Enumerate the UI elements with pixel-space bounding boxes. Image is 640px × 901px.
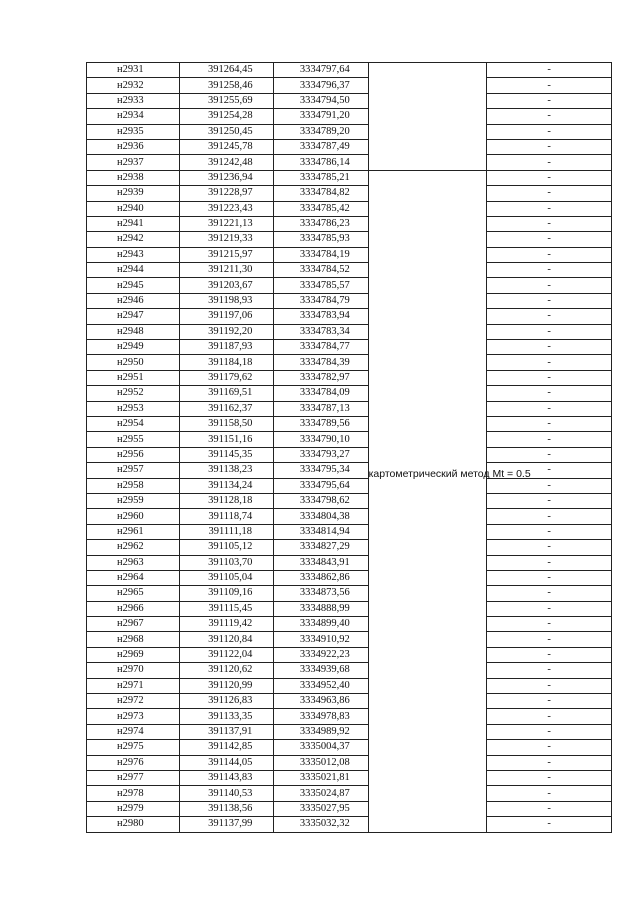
x-coordinate-cell: 391140,53 [179, 786, 274, 801]
accuracy-cell: - [487, 586, 612, 601]
y-coordinate-cell: 3334786,14 [274, 155, 369, 170]
point-name-cell: н2972 [87, 694, 180, 709]
y-coordinate-cell: 3334784,09 [274, 386, 369, 401]
x-coordinate-cell: 391134,24 [179, 478, 274, 493]
y-coordinate-cell: 3334798,62 [274, 493, 369, 508]
table-row [87, 216, 612, 231]
table-row [87, 432, 612, 447]
point-name-cell: н2943 [87, 247, 180, 262]
table-row [87, 724, 612, 739]
table-row [87, 478, 612, 493]
accuracy-cell: - [487, 170, 612, 185]
method-cell-empty [368, 63, 487, 171]
table-row [87, 124, 612, 139]
accuracy-cell: - [487, 786, 612, 801]
y-coordinate-cell: 3334888,99 [274, 601, 369, 616]
y-coordinate-cell: 3334794,50 [274, 93, 369, 108]
x-coordinate-cell: 391105,04 [179, 570, 274, 585]
table-row [87, 370, 612, 385]
table-row [87, 493, 612, 508]
accuracy-cell: - [487, 601, 612, 616]
point-name-cell: н2980 [87, 817, 180, 832]
table-row [87, 540, 612, 555]
y-coordinate-cell: 3334789,20 [274, 124, 369, 139]
y-coordinate-cell: 3335004,37 [274, 740, 369, 755]
table-row [87, 139, 612, 154]
x-coordinate-cell: 391120,84 [179, 632, 274, 647]
table-row [87, 663, 612, 678]
x-coordinate-cell: 391245,78 [179, 139, 274, 154]
accuracy-cell: - [487, 263, 612, 278]
point-name-cell: н2945 [87, 278, 180, 293]
table-row [87, 801, 612, 816]
accuracy-cell: - [487, 124, 612, 139]
y-coordinate-cell: 3334789,56 [274, 416, 369, 431]
y-coordinate-cell: 3334862,86 [274, 570, 369, 585]
point-name-cell: н2963 [87, 555, 180, 570]
point-name-cell: н2938 [87, 170, 180, 185]
table-row [87, 647, 612, 662]
point-name-cell: н2935 [87, 124, 180, 139]
table-row [87, 309, 612, 324]
y-coordinate-cell: 3334785,93 [274, 232, 369, 247]
x-coordinate-cell: 391197,06 [179, 309, 274, 324]
accuracy-cell: - [487, 386, 612, 401]
x-coordinate-cell: 391103,70 [179, 555, 274, 570]
accuracy-cell: - [487, 801, 612, 816]
y-coordinate-cell: 3334784,39 [274, 355, 369, 370]
table-row [87, 355, 612, 370]
point-name-cell: н2961 [87, 524, 180, 539]
x-coordinate-cell: 391138,56 [179, 801, 274, 816]
point-name-cell: н2931 [87, 63, 180, 78]
y-coordinate-cell: 3334796,37 [274, 78, 369, 93]
point-name-cell: н2975 [87, 740, 180, 755]
y-coordinate-cell: 3334783,94 [274, 309, 369, 324]
accuracy-cell: - [487, 570, 612, 585]
accuracy-cell: - [487, 524, 612, 539]
y-coordinate-cell: 3334952,40 [274, 678, 369, 693]
table-row [87, 709, 612, 724]
accuracy-cell: - [487, 93, 612, 108]
x-coordinate-cell: 391109,16 [179, 586, 274, 601]
x-coordinate-cell: 391145,35 [179, 447, 274, 462]
x-coordinate-cell: 391133,35 [179, 709, 274, 724]
table-row [87, 570, 612, 585]
accuracy-cell: - [487, 324, 612, 339]
y-coordinate-cell: 3334939,68 [274, 663, 369, 678]
accuracy-cell: - [487, 447, 612, 462]
point-name-cell: н2976 [87, 755, 180, 770]
accuracy-cell: - [487, 232, 612, 247]
coordinates-table-body [87, 63, 612, 833]
table-row [87, 694, 612, 709]
point-name-cell: н2933 [87, 93, 180, 108]
x-coordinate-cell: 391105,12 [179, 540, 274, 555]
table-row [87, 63, 612, 78]
y-coordinate-cell: 3335024,87 [274, 786, 369, 801]
accuracy-cell: - [487, 370, 612, 385]
x-coordinate-cell: 391192,20 [179, 324, 274, 339]
x-coordinate-cell: 391211,30 [179, 263, 274, 278]
point-name-cell: н2974 [87, 724, 180, 739]
y-coordinate-cell: 3334989,92 [274, 724, 369, 739]
table-row [87, 817, 612, 832]
x-coordinate-cell: 391236,94 [179, 170, 274, 185]
y-coordinate-cell: 3334899,40 [274, 617, 369, 632]
accuracy-cell: - [487, 216, 612, 231]
accuracy-cell: - [487, 401, 612, 416]
point-name-cell: н2951 [87, 370, 180, 385]
x-coordinate-cell: 391143,83 [179, 770, 274, 785]
accuracy-cell: - [487, 694, 612, 709]
x-coordinate-cell: 391179,62 [179, 370, 274, 385]
table-row [87, 617, 612, 632]
point-name-cell: н2950 [87, 355, 180, 370]
point-name-cell: н2941 [87, 216, 180, 231]
point-name-cell: н2970 [87, 663, 180, 678]
x-coordinate-cell: 391142,85 [179, 740, 274, 755]
accuracy-cell: - [487, 186, 612, 201]
point-name-cell: н2977 [87, 770, 180, 785]
x-coordinate-cell: 391169,51 [179, 386, 274, 401]
accuracy-cell: - [487, 293, 612, 308]
method-note-cell [368, 170, 531, 832]
table-row [87, 401, 612, 416]
accuracy-cell: - [487, 247, 612, 262]
accuracy-cell: - [487, 740, 612, 755]
x-coordinate-cell: 391221,13 [179, 216, 274, 231]
accuracy-cell: - [487, 355, 612, 370]
x-coordinate-cell: 391228,97 [179, 186, 274, 201]
point-name-cell: н2973 [87, 709, 180, 724]
point-name-cell: н2936 [87, 139, 180, 154]
y-coordinate-cell: 3334785,57 [274, 278, 369, 293]
point-name-cell: н2955 [87, 432, 180, 447]
table-row [87, 278, 612, 293]
table-row [87, 170, 612, 185]
accuracy-cell: - [487, 463, 612, 478]
point-name-cell: н2965 [87, 586, 180, 601]
y-coordinate-cell: 3334797,64 [274, 63, 369, 78]
y-coordinate-cell: 3334790,10 [274, 432, 369, 447]
point-name-cell: н2966 [87, 601, 180, 616]
table-row [87, 186, 612, 201]
table-row [87, 447, 612, 462]
table-row [87, 555, 612, 570]
accuracy-cell: - [487, 770, 612, 785]
y-coordinate-cell: 3334843,91 [274, 555, 369, 570]
accuracy-cell: - [487, 478, 612, 493]
accuracy-cell: - [487, 755, 612, 770]
y-coordinate-cell: 3334785,42 [274, 201, 369, 216]
x-coordinate-cell: 391255,69 [179, 93, 274, 108]
accuracy-cell: - [487, 709, 612, 724]
point-name-cell: н2971 [87, 678, 180, 693]
y-coordinate-cell: 3334783,34 [274, 324, 369, 339]
x-coordinate-cell: 391203,67 [179, 278, 274, 293]
accuracy-cell: - [487, 416, 612, 431]
y-coordinate-cell: 3335032,32 [274, 817, 369, 832]
x-coordinate-cell: 391120,99 [179, 678, 274, 693]
x-coordinate-cell: 391128,18 [179, 493, 274, 508]
y-coordinate-cell: 3334784,77 [274, 340, 369, 355]
point-name-cell: н2939 [87, 186, 180, 201]
x-coordinate-cell: 391264,45 [179, 63, 274, 78]
accuracy-cell: - [487, 540, 612, 555]
accuracy-cell: - [487, 63, 612, 78]
table-row [87, 93, 612, 108]
x-coordinate-cell: 391120,62 [179, 663, 274, 678]
accuracy-cell: - [487, 78, 612, 93]
accuracy-cell: - [487, 309, 612, 324]
accuracy-cell: - [487, 340, 612, 355]
point-name-cell: н2978 [87, 786, 180, 801]
x-coordinate-cell: 391138,23 [179, 463, 274, 478]
point-name-cell: н2948 [87, 324, 180, 339]
x-coordinate-cell: 391115,45 [179, 601, 274, 616]
y-coordinate-cell: 3334784,82 [274, 186, 369, 201]
x-coordinate-cell: 391187,93 [179, 340, 274, 355]
x-coordinate-cell: 391126,83 [179, 694, 274, 709]
table-row [87, 263, 612, 278]
x-coordinate-cell: 391137,91 [179, 724, 274, 739]
accuracy-cell: - [487, 724, 612, 739]
table-row [87, 524, 612, 539]
point-name-cell: н2956 [87, 447, 180, 462]
y-coordinate-cell: 3334873,56 [274, 586, 369, 601]
point-name-cell: н2960 [87, 509, 180, 524]
x-coordinate-cell: 391219,33 [179, 232, 274, 247]
x-coordinate-cell: 391250,45 [179, 124, 274, 139]
table-row [87, 78, 612, 93]
y-coordinate-cell: 3334978,83 [274, 709, 369, 724]
y-coordinate-cell: 3334963,86 [274, 694, 369, 709]
y-coordinate-cell: 3334814,94 [274, 524, 369, 539]
x-coordinate-cell: 391223,43 [179, 201, 274, 216]
table-row [87, 740, 612, 755]
accuracy-cell: - [487, 678, 612, 693]
point-name-cell: н2964 [87, 570, 180, 585]
x-coordinate-cell: 391122,04 [179, 647, 274, 662]
y-coordinate-cell: 3334804,38 [274, 509, 369, 524]
y-coordinate-cell: 3334784,19 [274, 247, 369, 262]
accuracy-cell: - [487, 109, 612, 124]
table-row [87, 632, 612, 647]
accuracy-cell: - [487, 817, 612, 832]
y-coordinate-cell: 3335021,81 [274, 770, 369, 785]
y-coordinate-cell: 3334793,27 [274, 447, 369, 462]
table-row [87, 109, 612, 124]
table-row [87, 293, 612, 308]
point-name-cell: н2969 [87, 647, 180, 662]
x-coordinate-cell: 391151,16 [179, 432, 274, 447]
y-coordinate-cell: 3334787,49 [274, 139, 369, 154]
accuracy-cell: - [487, 432, 612, 447]
point-name-cell: н2953 [87, 401, 180, 416]
y-coordinate-cell: 3334827,29 [274, 540, 369, 555]
point-name-cell: н2958 [87, 478, 180, 493]
y-coordinate-cell: 3335012,08 [274, 755, 369, 770]
accuracy-cell: - [487, 555, 612, 570]
x-coordinate-cell: 391111,18 [179, 524, 274, 539]
y-coordinate-cell: 3334784,79 [274, 293, 369, 308]
x-coordinate-cell: 391119,42 [179, 617, 274, 632]
point-name-cell: н2959 [87, 493, 180, 508]
x-coordinate-cell: 391198,93 [179, 293, 274, 308]
point-name-cell: н2949 [87, 340, 180, 355]
table-row [87, 601, 612, 616]
x-coordinate-cell: 391118,74 [179, 509, 274, 524]
x-coordinate-cell: 391215,97 [179, 247, 274, 262]
x-coordinate-cell: 391144,05 [179, 755, 274, 770]
table-row [87, 201, 612, 216]
table-row [87, 324, 612, 339]
table-row [87, 463, 612, 478]
y-coordinate-cell: 3334795,34 [274, 463, 369, 478]
accuracy-cell: - [487, 647, 612, 662]
y-coordinate-cell: 3334791,20 [274, 109, 369, 124]
table-row [87, 247, 612, 262]
point-name-cell: н2944 [87, 263, 180, 278]
x-coordinate-cell: 391184,18 [179, 355, 274, 370]
point-name-cell: н2947 [87, 309, 180, 324]
x-coordinate-cell: 391137,99 [179, 817, 274, 832]
y-coordinate-cell: 3334910,92 [274, 632, 369, 647]
x-coordinate-cell: 391254,28 [179, 109, 274, 124]
coordinates-table [86, 62, 612, 833]
y-coordinate-cell: 3334785,21 [274, 170, 369, 185]
table-row [87, 509, 612, 524]
table-row [87, 155, 612, 170]
accuracy-cell: - [487, 139, 612, 154]
x-coordinate-cell: 391242,48 [179, 155, 274, 170]
y-coordinate-cell: 3334786,23 [274, 216, 369, 231]
accuracy-cell: - [487, 663, 612, 678]
point-name-cell: н2962 [87, 540, 180, 555]
point-name-cell: н2967 [87, 617, 180, 632]
accuracy-cell: - [487, 201, 612, 216]
point-name-cell: н2942 [87, 232, 180, 247]
point-name-cell: н2968 [87, 632, 180, 647]
point-name-cell: н2932 [87, 78, 180, 93]
y-coordinate-cell: 3334922,23 [274, 647, 369, 662]
accuracy-cell: - [487, 278, 612, 293]
accuracy-cell: - [487, 493, 612, 508]
y-coordinate-cell: 3334795,64 [274, 478, 369, 493]
y-coordinate-cell: 3334784,52 [274, 263, 369, 278]
point-name-cell: н2979 [87, 801, 180, 816]
method-note-text: картометрический метод Mt = 0.5 [368, 468, 531, 481]
y-coordinate-cell: 3335027,95 [274, 801, 369, 816]
y-coordinate-cell: 3334787,13 [274, 401, 369, 416]
table-row [87, 786, 612, 801]
table-row [87, 678, 612, 693]
y-coordinate-cell: 3334782,97 [274, 370, 369, 385]
table-row [87, 770, 612, 785]
accuracy-cell: - [487, 632, 612, 647]
x-coordinate-cell: 391258,46 [179, 78, 274, 93]
table-row [87, 416, 612, 431]
table-row [87, 386, 612, 401]
point-name-cell: н2946 [87, 293, 180, 308]
accuracy-cell: - [487, 155, 612, 170]
accuracy-cell: - [487, 509, 612, 524]
table-row [87, 232, 612, 247]
x-coordinate-cell: 391162,37 [179, 401, 274, 416]
x-coordinate-cell: 391158,50 [179, 416, 274, 431]
accuracy-cell: - [487, 617, 612, 632]
point-name-cell: н2940 [87, 201, 180, 216]
point-name-cell: н2937 [87, 155, 180, 170]
point-name-cell: н2952 [87, 386, 180, 401]
table-row [87, 586, 612, 601]
point-name-cell: н2957 [87, 463, 180, 478]
table-row [87, 755, 612, 770]
point-name-cell: н2934 [87, 109, 180, 124]
point-name-cell: н2954 [87, 416, 180, 431]
table-row [87, 340, 612, 355]
